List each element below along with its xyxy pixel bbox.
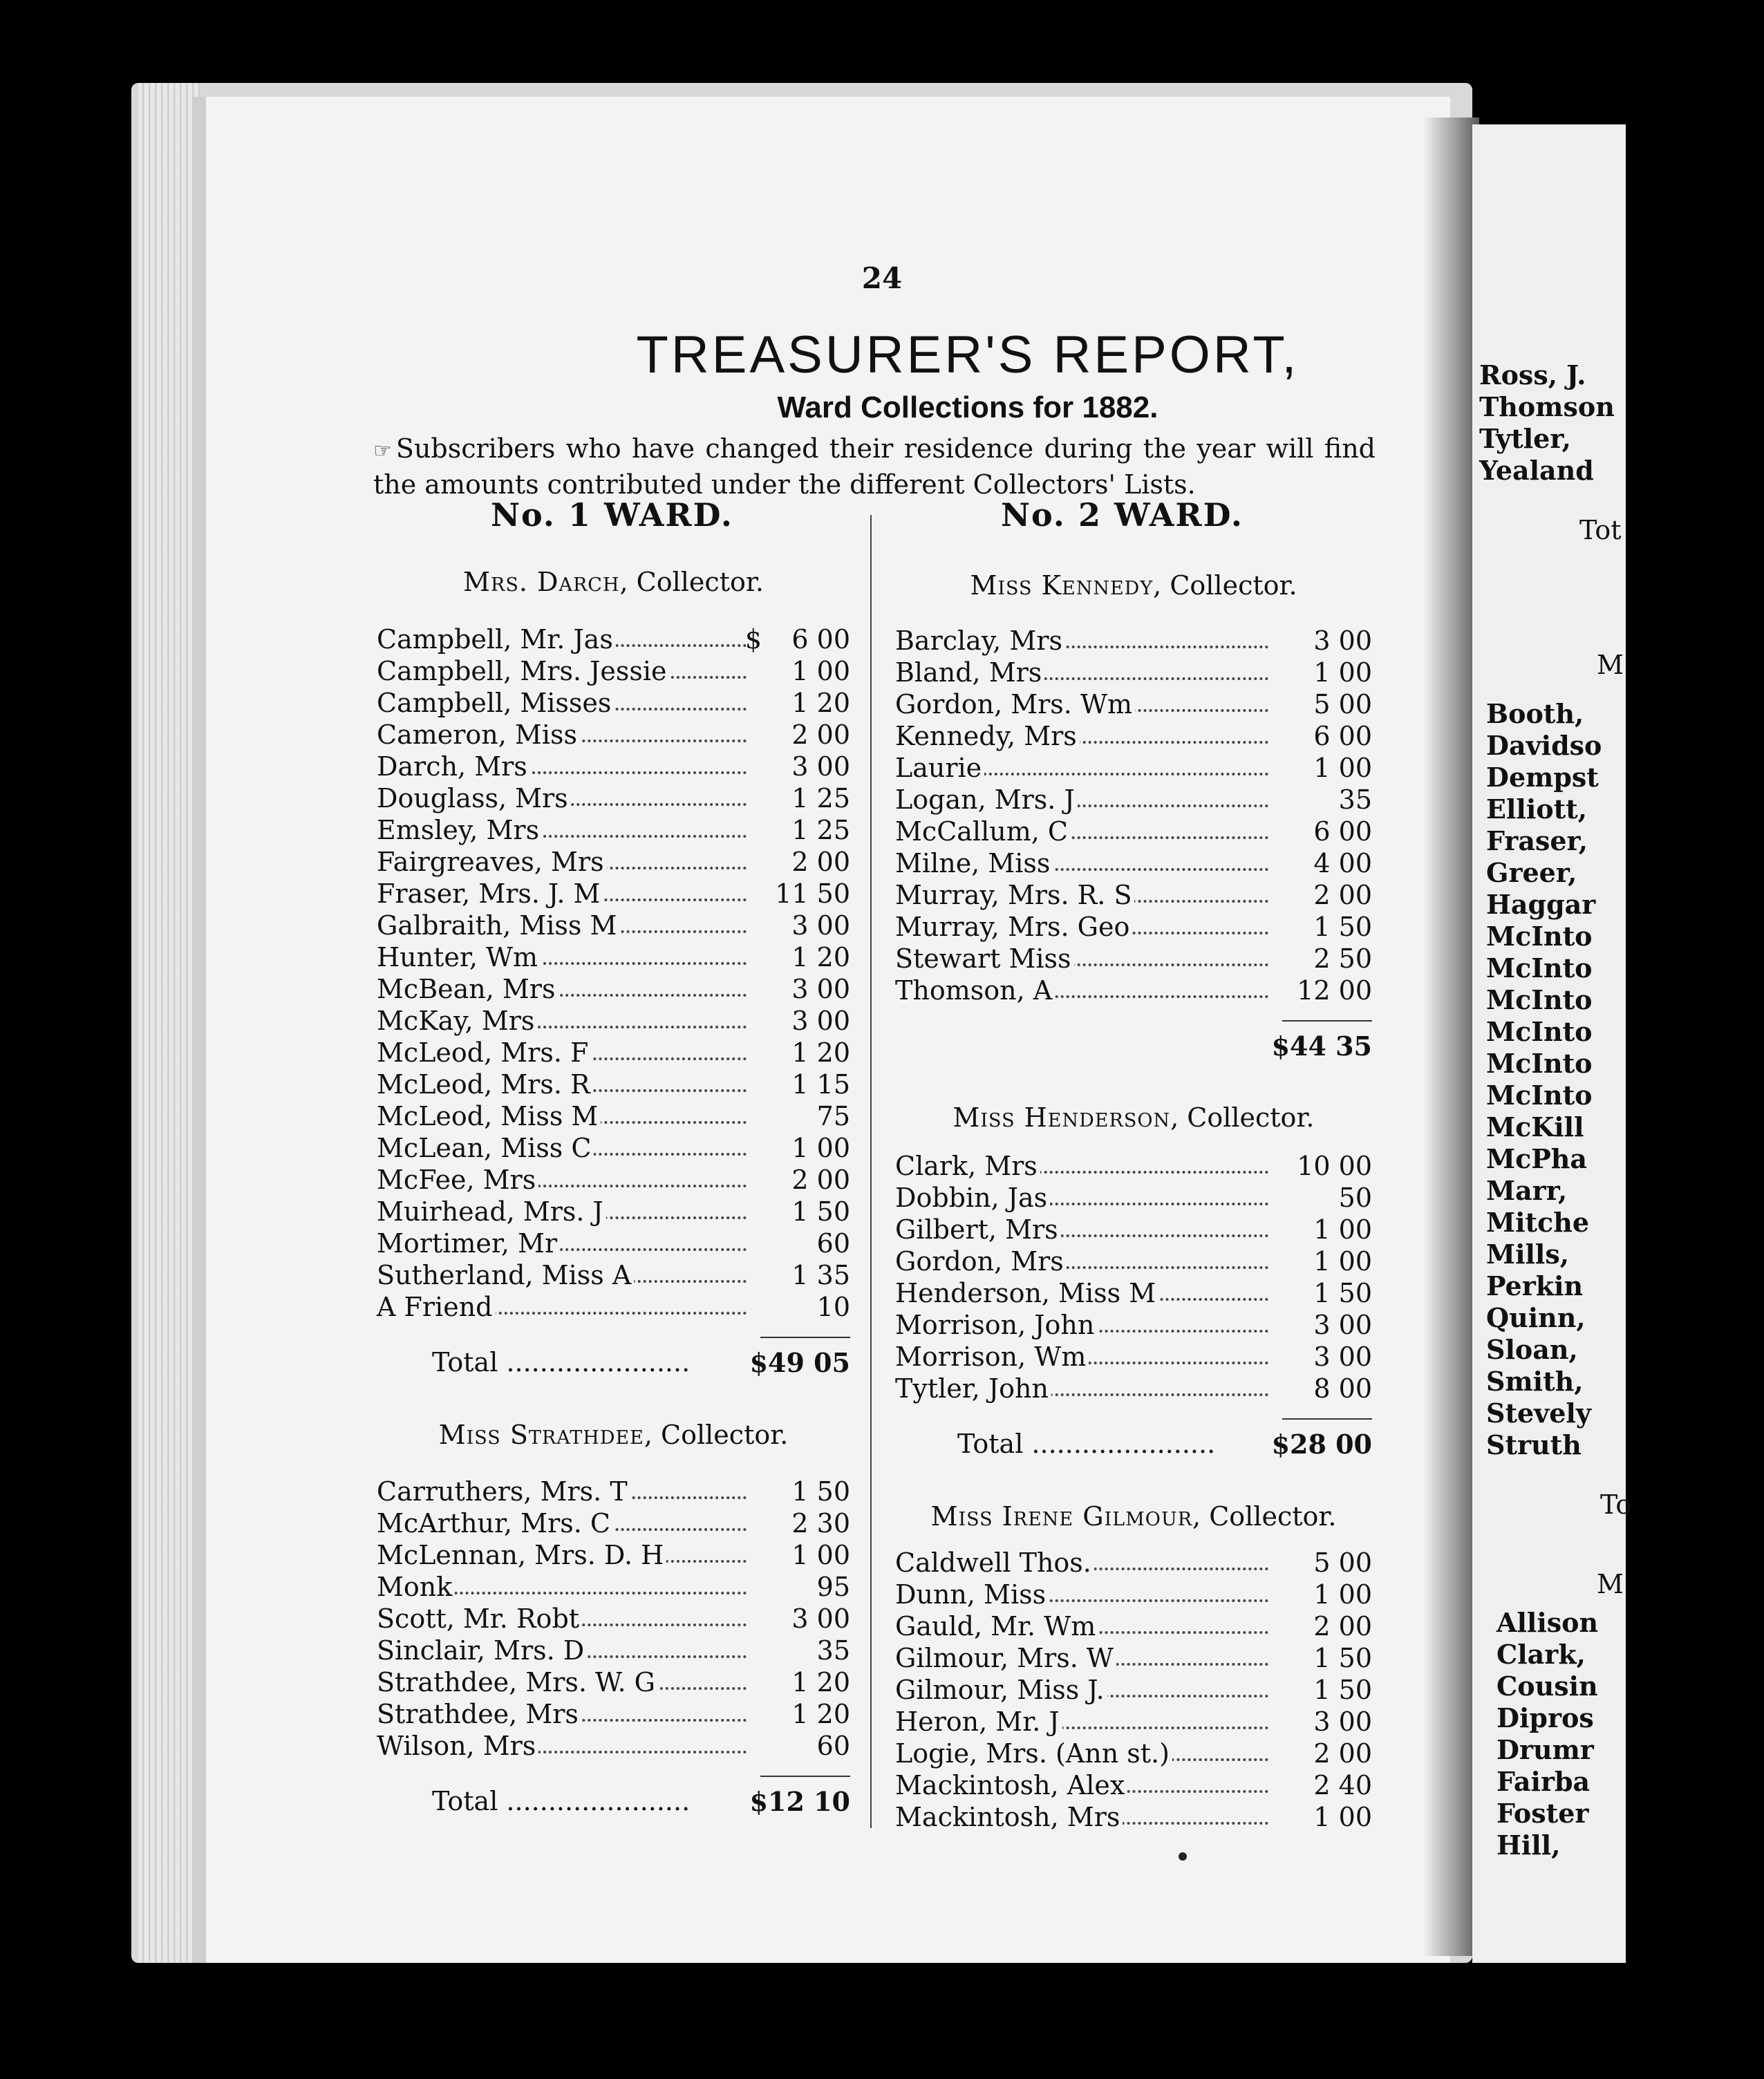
entry-name: McCallum, C: [895, 816, 1071, 847]
entry-row: [895, 657, 1372, 688]
right-page-collector-label: M: [1597, 650, 1624, 680]
entry-name: McKay, Mrs: [377, 1005, 537, 1037]
right-page-name: Davidso: [1486, 730, 1602, 761]
right-page-name: Ross, J.: [1479, 359, 1586, 391]
entry-name: Thomson, A: [895, 975, 1055, 1006]
entry-name: Campbell, Mrs. Jessie: [377, 655, 669, 687]
entry-name: McLeod, Miss M: [377, 1100, 601, 1132]
entry-amount: 1 00: [1313, 1802, 1372, 1832]
right-page-middle-names: [1486, 698, 1602, 1461]
entry-name: Muirhead, Mrs. J: [377, 1196, 606, 1227]
collector-title: Miss: [970, 570, 1042, 601]
entry-list: [895, 1547, 1372, 1833]
entry-amount: 4 00: [1313, 848, 1372, 878]
entry-amount: 1 20: [791, 1667, 850, 1697]
entry-row: [377, 623, 850, 655]
entry-name: Galbraith, Miss M: [377, 910, 619, 941]
right-page-total-label: Tot: [1579, 515, 1622, 545]
entry-amount: 2 40: [1313, 1770, 1372, 1800]
total-rule: [760, 1776, 850, 1777]
entry-name: A Friend: [377, 1291, 496, 1323]
entry-amount: 11 50: [775, 878, 850, 909]
right-page-name: Hill,: [1496, 1829, 1561, 1861]
right-page-name: Perkin: [1486, 1270, 1584, 1301]
entry-name: Gauld, Mr. Wm: [895, 1610, 1098, 1642]
entry-row: [377, 941, 850, 973]
right-page-name: Greer,: [1486, 857, 1577, 888]
entry-amount: 2 00: [791, 1165, 850, 1195]
entry-amount: 10: [816, 1292, 850, 1322]
entry-amount: 1 20: [791, 942, 850, 972]
total-line: [432, 1347, 850, 1379]
collector-suffix: , Collector.: [619, 567, 764, 597]
entry-amount: 1 00: [1313, 753, 1372, 783]
entry-amount: 6 00: [791, 624, 850, 655]
entry-amount: 1 00: [1313, 657, 1372, 688]
entry-row: [377, 719, 850, 751]
entry-list: [377, 1476, 850, 1762]
entry-name: Wilson, Mrs: [377, 1730, 538, 1762]
right-page-name: McInto: [1486, 984, 1593, 1015]
entry-amount: 2 00: [791, 847, 850, 877]
entry-amount: 3 00: [791, 910, 850, 941]
right-page-name: McInto: [1486, 952, 1593, 984]
right-page-name: Booth,: [1486, 698, 1584, 729]
entry-row: [895, 975, 1372, 1006]
entry-row: [895, 784, 1372, 816]
entry-name: Murray, Mrs. R. S: [895, 879, 1134, 911]
entry-amount: 1 50: [1313, 1643, 1372, 1673]
total-value: $44 35: [1271, 1031, 1372, 1062]
entry-row: [377, 687, 850, 719]
total-line: [895, 1031, 1372, 1062]
entry-amount: 2 00: [791, 719, 850, 750]
right-page-name: Fraser,: [1486, 825, 1588, 856]
right-page-name: Marr,: [1486, 1175, 1568, 1206]
entry-name: Sinclair, Mrs. D: [377, 1635, 587, 1666]
entry-row: [895, 1214, 1372, 1245]
entry-row: [377, 1476, 850, 1507]
collector-name: Irene Gilmour: [1002, 1501, 1193, 1532]
entry-row: [895, 1341, 1372, 1373]
entry-amount: 1 50: [791, 1476, 850, 1507]
entry-row: [895, 1769, 1372, 1801]
right-page-name: Mills,: [1486, 1239, 1569, 1270]
entry-amount: 50: [1338, 1183, 1372, 1213]
collector-name: Strathdee: [509, 1420, 644, 1450]
entry-amount: 1 20: [791, 1037, 850, 1068]
entry-amount: 8 00: [1313, 1373, 1372, 1404]
collector-suffix: , Collector.: [1170, 1102, 1315, 1133]
right-page-name: McInto: [1486, 1048, 1593, 1079]
entry-amount: 3 00: [1313, 625, 1372, 656]
entry-name: Cameron, Miss: [377, 719, 580, 751]
entry-amount: 12 00: [1297, 975, 1372, 1006]
subscriber-note: [373, 432, 1376, 501]
right-page-name: Fairba: [1496, 1766, 1591, 1797]
entry-name: Mackintosh, Alex: [895, 1769, 1127, 1801]
entry-name: Dunn, Miss: [895, 1579, 1049, 1610]
entry-row: [895, 911, 1372, 943]
entry-name: Morrison, Wm: [895, 1341, 1089, 1373]
entry-name: McLean, Miss C: [377, 1132, 594, 1164]
entry-amount: 1 20: [791, 688, 850, 718]
total-rule: [1282, 1418, 1372, 1420]
total-rule: [1282, 1020, 1372, 1022]
entry-row: [895, 1738, 1372, 1769]
entry-name: Caldwell Thos.: [895, 1547, 1094, 1579]
entry-name: Mackintosh, Mrs: [895, 1801, 1123, 1833]
entry-list: [377, 623, 850, 1323]
entry-row: [895, 1245, 1372, 1277]
right-page-name: Haggar: [1486, 889, 1596, 920]
entry-row: [377, 782, 850, 814]
entry-amount: 1 00: [791, 656, 850, 686]
entry-row: [895, 1642, 1372, 1674]
entry-name: Milne, Miss: [895, 847, 1053, 879]
entry-row: [377, 1635, 850, 1666]
entry-amount: 2 30: [791, 1508, 850, 1539]
entry-name: Mortimer, Mr: [377, 1227, 560, 1259]
total-value: $49 05: [749, 1347, 850, 1378]
entry-amount: 1 35: [791, 1260, 850, 1290]
right-page-name: McInto: [1486, 1016, 1593, 1047]
collector-name: Darch: [537, 567, 620, 597]
right-page-name: Dipros: [1496, 1702, 1594, 1733]
entry-row: [895, 1801, 1372, 1833]
right-page-name: McKill: [1486, 1111, 1584, 1142]
entry-row: [895, 1277, 1372, 1309]
entry-name: Emsley, Mrs: [377, 814, 542, 846]
entry-row: [377, 655, 850, 687]
right-page-name: Stevely: [1486, 1398, 1591, 1429]
collector-title: Miss: [438, 1420, 510, 1450]
entry-name: Morrison, John: [895, 1309, 1097, 1341]
entry-row: [895, 1674, 1372, 1706]
entry-amount: 1 00: [1313, 1246, 1372, 1277]
total-value: $28 00: [1271, 1429, 1372, 1460]
entry-row: [895, 625, 1372, 657]
entry-row: [895, 847, 1372, 879]
right-page-bottom-names: [1496, 1607, 1598, 1861]
entry-amount: 6 00: [1313, 816, 1372, 847]
entry-row: [377, 1539, 850, 1571]
entry-row: [377, 846, 850, 878]
entry-name: Heron, Mr. J: [895, 1706, 1062, 1738]
entry-amount: 60: [816, 1228, 850, 1259]
entry-row: [895, 1309, 1372, 1341]
entry-name: Kennedy, Mrs: [895, 720, 1080, 752]
total-line: [957, 1429, 1372, 1460]
entry-row: [377, 1291, 850, 1323]
right-page-name: Elliott,: [1486, 793, 1587, 825]
entry-amount: 75: [816, 1101, 850, 1131]
entry-amount: 1 50: [1313, 1675, 1372, 1705]
entry-name: Hunter, Wm: [377, 941, 541, 973]
entry-name: Logan, Mrs. J: [895, 784, 1078, 816]
collector-suffix: , Collector.: [644, 1420, 789, 1450]
collector-title: Miss: [930, 1501, 1002, 1532]
entry-name: Henderson, Miss M: [895, 1277, 1158, 1309]
right-page-name: Mitche: [1486, 1207, 1589, 1238]
entry-name: Barclay, Mrs: [895, 625, 1065, 657]
entry-row: [895, 1150, 1372, 1182]
entry-row: [895, 879, 1372, 911]
entry-amount: 5 00: [1313, 689, 1372, 719]
entry-name: Monk: [377, 1571, 455, 1603]
entry-row: [895, 1373, 1372, 1404]
entry-name: Carruthers, Mrs. T: [377, 1476, 630, 1507]
collector-heading: [377, 567, 850, 597]
entry-name: Logie, Mrs. (Ann st.): [895, 1738, 1172, 1769]
entry-amount: 35: [816, 1635, 850, 1666]
right-page-name: Dempst: [1486, 762, 1599, 793]
entry-row: [895, 1547, 1372, 1579]
collector-heading: [895, 1501, 1372, 1532]
entry-name: McArthur, Mrs. C: [377, 1507, 613, 1539]
entry-row: [377, 1069, 850, 1100]
right-page-name: Quinn,: [1486, 1302, 1586, 1333]
collector-heading: [895, 1102, 1372, 1133]
right-page-total-label-2: To: [1600, 1489, 1632, 1520]
collector-heading: [377, 1420, 850, 1450]
entry-amount: 3 00: [1313, 1310, 1372, 1340]
entry-list: [895, 1150, 1372, 1404]
entry-row: [377, 751, 850, 782]
ward-2-heading: No. 2 WARD.: [1001, 496, 1244, 534]
entry-row: [377, 1571, 850, 1603]
entry-amount: 1 25: [791, 783, 850, 813]
collector-title: Miss: [953, 1102, 1024, 1133]
entry-amount: 3 00: [791, 1603, 850, 1634]
collector-name: Kennedy: [1041, 570, 1154, 601]
collector-name: Henderson: [1024, 1102, 1171, 1133]
entry-name: Scott, Mr. Robt: [377, 1603, 582, 1635]
entry-row: [377, 1196, 850, 1227]
entry-row: [377, 1666, 850, 1698]
entry-name: Campbell, Mr. Jas: [377, 623, 616, 655]
entry-amount: 1 50: [1313, 1278, 1372, 1308]
entry-name: Tytler, John: [895, 1373, 1051, 1404]
entry-amount: 3 00: [1313, 1706, 1372, 1737]
entry-row: [377, 1730, 850, 1762]
entry-name: Dobbin, Jas: [895, 1182, 1050, 1214]
entry-amount: 1 00: [1313, 1214, 1372, 1245]
entry-row: [895, 752, 1372, 784]
entry-row: [377, 1698, 850, 1730]
entry-row: [377, 1100, 850, 1132]
entry-row: [895, 1706, 1372, 1738]
entry-row: [895, 816, 1372, 847]
entry-amount: 1 25: [791, 815, 850, 845]
entry-name: Gordon, Mrs: [895, 1245, 1067, 1277]
entry-row: [895, 688, 1372, 720]
entry-name: Strathdee, Mrs: [377, 1698, 581, 1730]
right-page-name: Drumr: [1496, 1734, 1594, 1765]
ink-dot: [1179, 1852, 1187, 1861]
total-label: Total ......................: [957, 1429, 1216, 1459]
entry-name: McFee, Mrs: [377, 1164, 538, 1196]
entry-name: McBean, Mrs: [377, 973, 558, 1005]
entry-row: [377, 910, 850, 941]
right-page-name: Tytler,: [1479, 423, 1571, 454]
entry-amount: 3 00: [791, 1006, 850, 1036]
subscriber-note-text: Subscribers who have changed their residence during the year will find the amounts contributed under the different Collectors' Lists.: [373, 433, 1376, 500]
entry-amount: 1 00: [791, 1133, 850, 1163]
total-line: [432, 1786, 850, 1818]
right-page-name: Struth: [1486, 1429, 1582, 1460]
right-page-name: Allison: [1496, 1607, 1599, 1638]
entry-amount: 5 00: [1313, 1548, 1372, 1578]
total-label: Total ......................: [432, 1786, 691, 1816]
total-rule: [760, 1337, 850, 1338]
entry-row: [895, 1610, 1372, 1642]
right-page-name: Cousin: [1496, 1671, 1598, 1702]
entry-row: [377, 973, 850, 1005]
pointing-hand-icon: ☞: [373, 439, 392, 463]
entry-amount: 1 20: [791, 1699, 850, 1729]
collector-title: Mrs.: [463, 567, 537, 597]
entry-name: Campbell, Misses: [377, 687, 614, 719]
total-value: $12 10: [749, 1786, 850, 1817]
entry-row: [377, 1164, 850, 1196]
entry-amount: 2 50: [1313, 943, 1372, 974]
entry-row: [377, 1603, 850, 1635]
entry-name: Bland, Mrs: [895, 657, 1044, 688]
right-page-name: Yealand: [1479, 455, 1594, 486]
entry-amount: 1 00: [791, 1540, 850, 1570]
entry-row: [377, 1259, 850, 1291]
right-page-collector-label-2: M: [1597, 1569, 1624, 1599]
entry-name: Strathdee, Mrs. W. G: [377, 1666, 658, 1698]
entry-name: Fraser, Mrs. J. M: [377, 878, 603, 910]
entry-name: McLennan, Mrs. D. H: [377, 1539, 666, 1571]
entry-row: [895, 1579, 1372, 1610]
entry-name: Gordon, Mrs. Wm: [895, 688, 1135, 720]
entry-amount: 95: [816, 1572, 850, 1602]
entry-name: Gilmour, Miss J.: [895, 1674, 1107, 1706]
entry-name: McLeod, Mrs. F: [377, 1037, 591, 1069]
entry-name: Murray, Mrs. Geo: [895, 911, 1132, 943]
right-page-name: McPha: [1486, 1143, 1588, 1174]
entry-amount: 2 00: [1313, 1738, 1372, 1769]
entry-name: Stewart Miss: [895, 943, 1074, 975]
report-title: TREASURER'S REPORT,: [636, 326, 1299, 384]
entry-row: [895, 720, 1372, 752]
entry-amount: 3 00: [791, 751, 850, 782]
right-page-name: McInto: [1486, 921, 1593, 952]
entry-row: [895, 1182, 1372, 1214]
entry-amount: 1 15: [791, 1069, 850, 1100]
right-page-name: Sloan,: [1486, 1334, 1578, 1365]
ward-1-heading: No. 1 WARD.: [491, 496, 733, 534]
entry-dollar-sign: $: [744, 624, 762, 655]
collector-suffix: , Collector.: [1192, 1501, 1337, 1532]
entry-name: Douglass, Mrs: [377, 782, 571, 814]
entry-amount: 6 00: [1313, 721, 1372, 751]
collector-suffix: , Collector.: [1153, 570, 1297, 601]
collector-heading: [895, 570, 1372, 601]
entry-amount: 3 00: [1313, 1342, 1372, 1372]
entry-name: McLeod, Mrs. R: [377, 1069, 593, 1100]
entry-row: [377, 1005, 850, 1037]
entry-amount: 60: [816, 1731, 850, 1761]
right-page-name: McInto: [1486, 1080, 1593, 1111]
page-edges: [138, 83, 200, 1963]
entry-row: [377, 1132, 850, 1164]
entry-name: Clark, Mrs: [895, 1150, 1040, 1182]
right-page-name: Clark,: [1496, 1639, 1586, 1670]
entry-list: [895, 625, 1372, 1006]
page-number: 24: [861, 261, 903, 295]
entry-amount: 2 00: [1313, 880, 1372, 910]
entry-name: Darch, Mrs: [377, 751, 530, 782]
entry-amount: 1 50: [791, 1196, 850, 1227]
entry-row: [377, 814, 850, 846]
right-page-name: Smith,: [1486, 1366, 1584, 1397]
entry-amount: 35: [1338, 784, 1372, 815]
right-page-name: Foster: [1496, 1798, 1589, 1829]
entry-amount: 1 00: [1313, 1579, 1372, 1610]
entry-row: [377, 1037, 850, 1069]
entry-name: Gilbert, Mrs: [895, 1214, 1061, 1245]
entry-name: Sutherland, Miss A: [377, 1259, 634, 1291]
entry-row: [895, 943, 1372, 975]
entry-row: [377, 1227, 850, 1259]
entry-row: [377, 878, 850, 910]
right-page-name: Thomson: [1479, 391, 1615, 422]
total-label: Total ......................: [432, 1347, 691, 1377]
column-divider: [870, 515, 872, 1828]
entry-amount: 10 00: [1297, 1151, 1372, 1181]
entry-amount: 3 00: [791, 974, 850, 1004]
entry-name: Laurie: [895, 752, 984, 784]
entry-row: [377, 1507, 850, 1539]
entry-amount: 2 00: [1313, 1611, 1372, 1641]
report-subtitle: Ward Collections for 1882.: [777, 391, 1158, 424]
entry-name: Gilmour, Mrs. W: [895, 1642, 1116, 1674]
entry-name: Fairgreaves, Mrs: [377, 846, 607, 878]
entry-amount: 1 50: [1313, 912, 1372, 942]
